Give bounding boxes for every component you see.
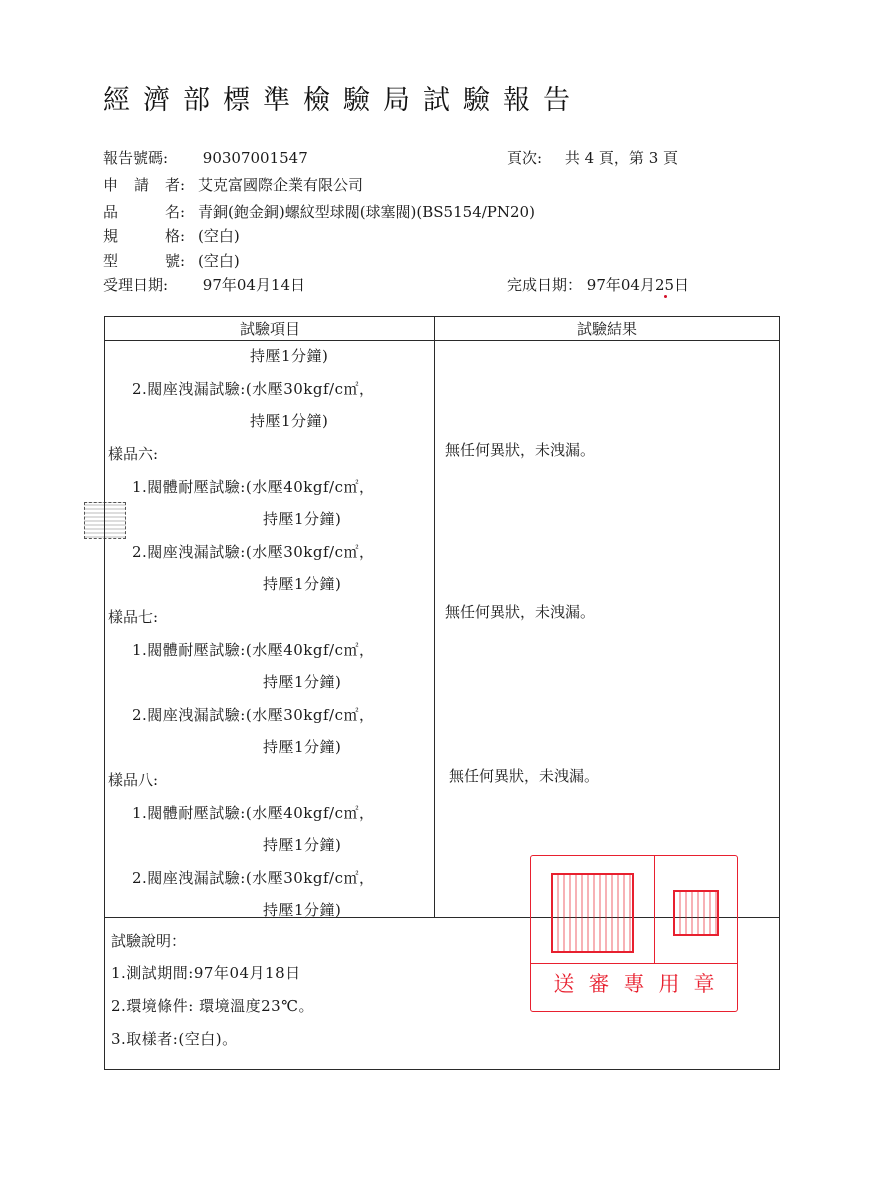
table-row: 2.閥座洩漏試驗:(水壓30kgf/c㎡， [132,869,375,887]
completed-date-value: 97年04月25日 [586,276,690,294]
sample-7-result: 無任何異狀，未洩漏。 [445,603,596,621]
table-row: 持壓1分鐘) [263,673,342,691]
personal-seal-icon [673,890,719,936]
table-row: 1.閥體耐壓試驗:(水壓40kgf/c㎡， [132,478,375,496]
stamp-divider-horizontal [531,963,737,964]
sample-8-result: 無任何異狀，未洩漏。 [449,767,600,785]
sample-8-label: 樣品八: [108,771,159,789]
table-row: 持壓1分鐘) [250,412,329,430]
product-row [103,201,535,222]
report-number-value: 90307001547 [202,149,308,167]
product-value: 青銅(鉋金銅)螺紋型球閥(球塞閥)(BS5154/PN20) [198,203,535,221]
applicant-label: 申 請 者: [103,176,185,194]
model-label: 型 號: [103,252,185,270]
spec-row [103,225,240,246]
company-seal-icon [551,873,634,953]
notes-item-test-period: 1.測試期間:97年04月18日 [111,964,301,982]
table-row: 2.閥座洩漏試驗:(水壓30kgf/c㎡， [132,380,375,398]
notes-item-sampler: 3.取樣者:(空白)。 [111,1030,238,1048]
ink-dot [664,295,667,298]
page-info [507,147,678,168]
sample-6-label: 樣品六: [108,445,159,463]
received-date-value: 97年04月14日 [202,276,306,294]
header-test-items: 試驗項目 [239,320,300,338]
page-value: 共 4 頁，第 3 頁 [564,149,679,167]
sample-6-result: 無任何異狀，未洩漏。 [445,441,596,459]
completed-date-label: 完成日期： [507,276,583,294]
spec-value: (空白) [198,227,240,245]
column-divider [434,317,435,917]
table-row: 持壓1分鐘) [250,347,329,365]
table-row: 持壓1分鐘) [263,836,342,854]
table-row: 1.閥體耐壓試驗:(水壓40kgf/c㎡， [132,804,375,822]
completed-date-row [507,274,689,295]
applicant-value: 艾克富國際企業有限公司 [198,176,364,194]
table-row: 2.閥座洩漏試驗:(水壓30kgf/c㎡， [132,706,375,724]
stamp-divider-vertical [654,856,655,963]
notes-item-environment: 2.環境條件: 環境溫度23℃。 [111,997,315,1015]
report-number-label: 報告號碼: [103,149,169,167]
spec-label: 規 格: [103,227,185,245]
notes-title: 試驗說明： [111,932,187,950]
model-row [103,250,240,271]
header-test-results: 試驗結果 [576,320,637,338]
page-title: 經濟部標準檢驗局試驗報告 [103,85,583,116]
review-stamp [530,855,738,1012]
report-number-row [103,147,308,168]
table-row: 持壓1分鐘) [263,901,342,919]
page-label: 頁次: [507,149,543,167]
stamp-caption: 送審專用章 [553,972,729,996]
sample-7-label: 樣品七: [108,608,159,626]
table-row: 持壓1分鐘) [263,575,342,593]
model-value: (空白) [198,252,240,270]
table-row: 持壓1分鐘) [263,738,342,756]
received-date-label: 受理日期: [103,276,169,294]
received-date-row [103,274,305,295]
product-label: 品 名: [103,203,185,221]
table-row: 持壓1分鐘) [263,510,342,528]
table-row: 2.閥座洩漏試驗:(水壓30kgf/c㎡， [132,543,375,561]
applicant-row [103,174,363,195]
table-row: 1.閥體耐壓試驗:(水壓40kgf/c㎡， [132,641,375,659]
